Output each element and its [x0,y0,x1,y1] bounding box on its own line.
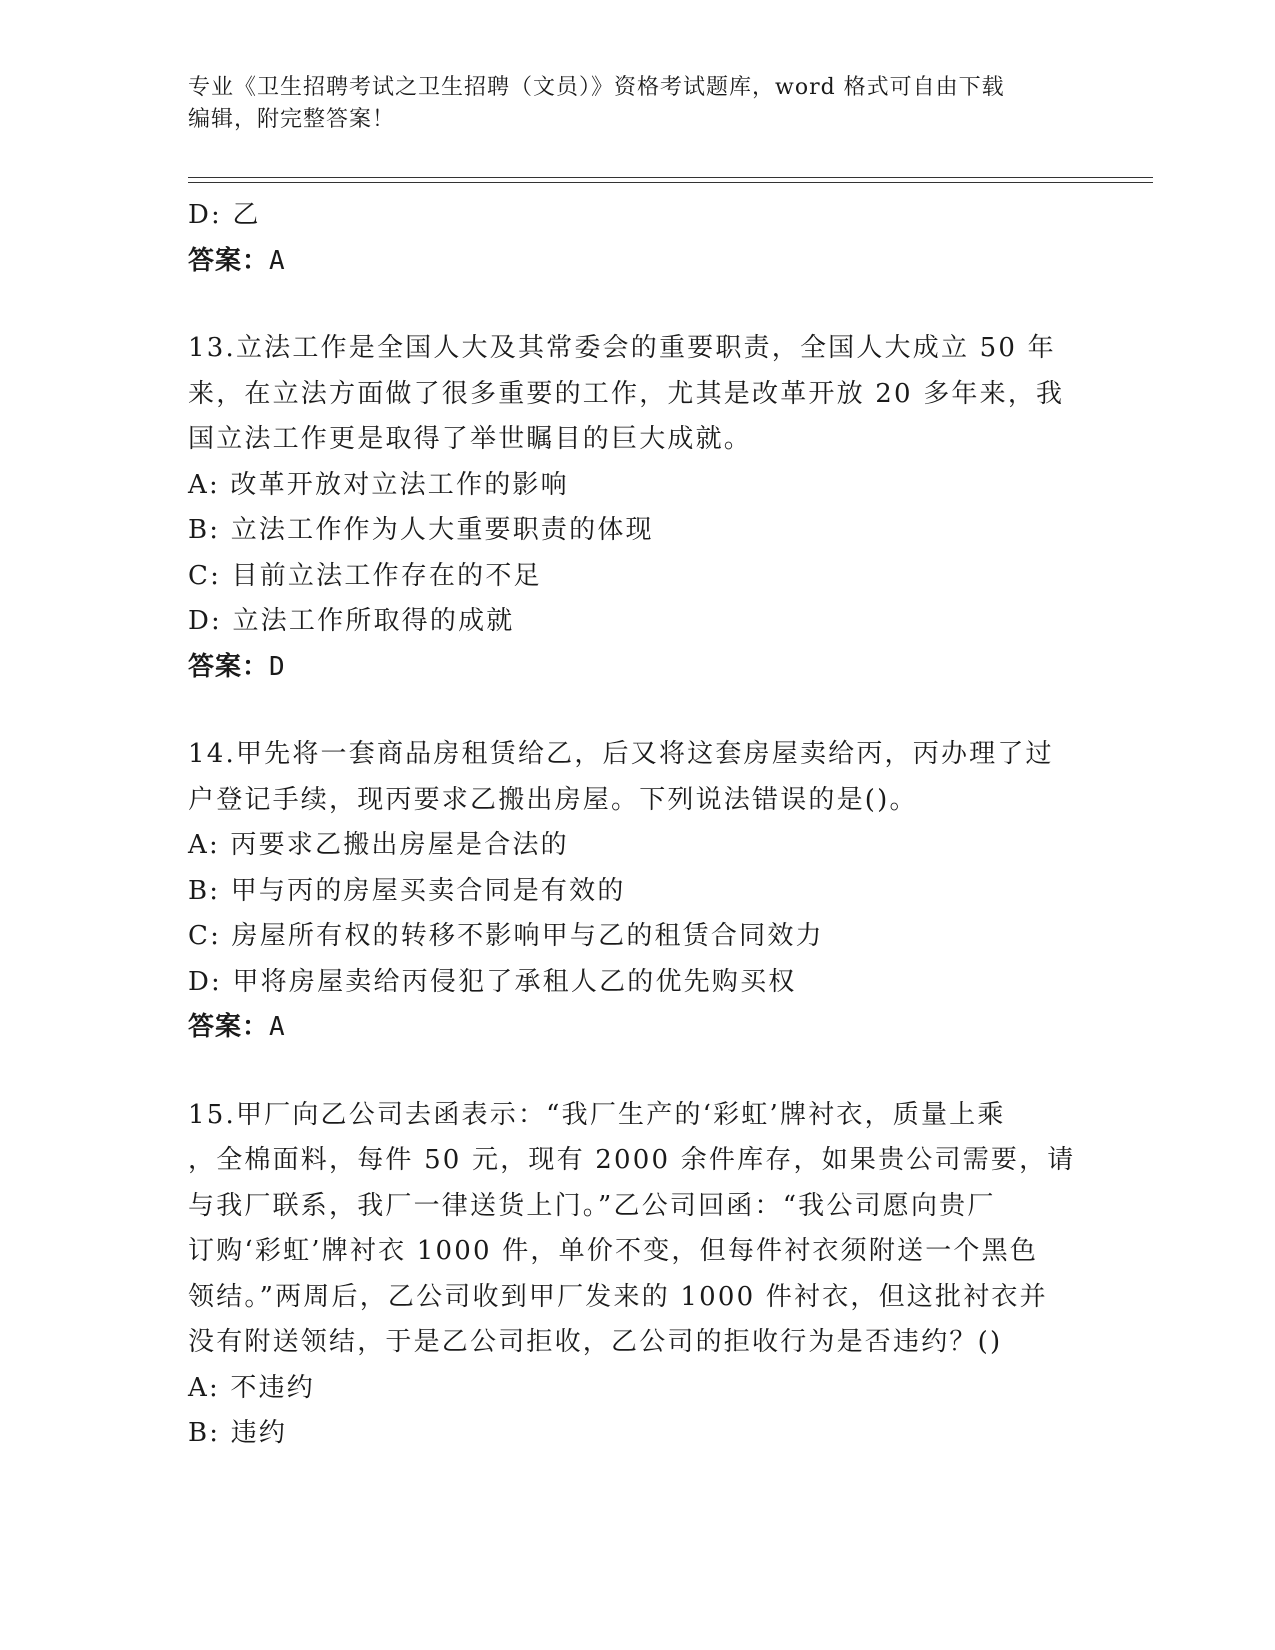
answer-line [188,1005,1078,1051]
question-spacer [188,284,1078,326]
question-15 [188,1093,1078,1457]
page-header [188,72,1068,136]
option-d: D: 立法工作所取得的成就 [188,606,515,636]
header-divider-top [188,177,1153,178]
answer-value: A [269,246,286,276]
option-c: C: 房屋所有权的转移不影响甲与乙的租赁合同效力 [188,921,824,951]
question-stem-line: 没有附送领结，于是乙公司拒收，乙公司的拒收行为是否违约？() [188,1327,1003,1357]
answer-label: 答案： [188,1012,270,1042]
question-stem-line: 户登记手续，现丙要求乙搬出房屋。下列说法错误的是()。 [188,784,918,815]
question-stem-line: 来，在立法方面做了很多重要的工作，尤其是改革开放 20 多年来，我 [188,378,1065,409]
option-d: D: 乙 [188,200,261,230]
question-stem-line: 领结。”两周后，乙公司收到甲厂发来的 1000 件衬衣，但这批衬衣并 [188,1281,1048,1312]
option-b: B: 甲与丙的房屋买卖合同是有效的 [188,875,626,906]
question-stem-line: 14.甲先将一套商品房租赁给乙，后又将这套房屋卖给丙，丙办理了过 [188,739,1054,769]
question-list [188,192,1078,1457]
answer-line [188,238,1078,284]
header-line-2: 编辑，附完整答案！ [188,107,396,132]
question-stem-line: 15.甲厂向乙公司去函表示：“我厂生产的‘彩虹’牌衬衣，质量上乘 [188,1099,1006,1130]
question-stem-line: 国立法工作更是取得了举世瞩目的巨大成就。 [188,424,753,454]
option-c: C: 目前立法工作存在的不足 [188,560,542,591]
option-b: B: 违约 [188,1418,288,1448]
question-stem-line: ，全棉面料，每件 50 元，现有 2000 余件库存，如果贵公司需要，请 [188,1145,1076,1175]
question-spacer [188,690,1078,732]
header-divider-bottom [188,182,1153,183]
question-stem-line: 订购‘彩虹’牌衬衣 1000 件，单价不变，但每件衬衣须附送一个黑色 [188,1236,1039,1266]
option-b: B: 立法工作作为人大重要职责的体现 [188,515,654,545]
answer-label: 答案： [188,651,270,682]
option-d: D: 甲将房屋卖给丙侵犯了承租人乙的优先购买权 [188,966,797,997]
option-a: A: 丙要求乙搬出房屋是合法的 [188,830,569,860]
question-14 [188,732,1078,1051]
answer-value: D [269,651,286,682]
header-line-1: 专业《卫生招聘考试之卫生招聘（文员）》资格考试题库，word 格式可自由下载 [188,75,1005,100]
question-spacer [188,1051,1078,1093]
answer-line [188,645,1078,691]
answer-label: 答案： [188,246,270,276]
option-a: A: 不违约 [188,1372,316,1403]
question-stem-line: 13.立法工作是全国人大及其常委会的重要职责，全国人大成立 50 年 [188,333,1056,363]
answer-value: A [269,1012,286,1042]
question-stem-line: 与我厂联系，我厂一律送货上门。”乙公司回函：“我公司愿向贵厂 [188,1190,996,1221]
question-13 [188,326,1078,690]
option-a: A: 改革开放对立法工作的影响 [188,469,569,500]
